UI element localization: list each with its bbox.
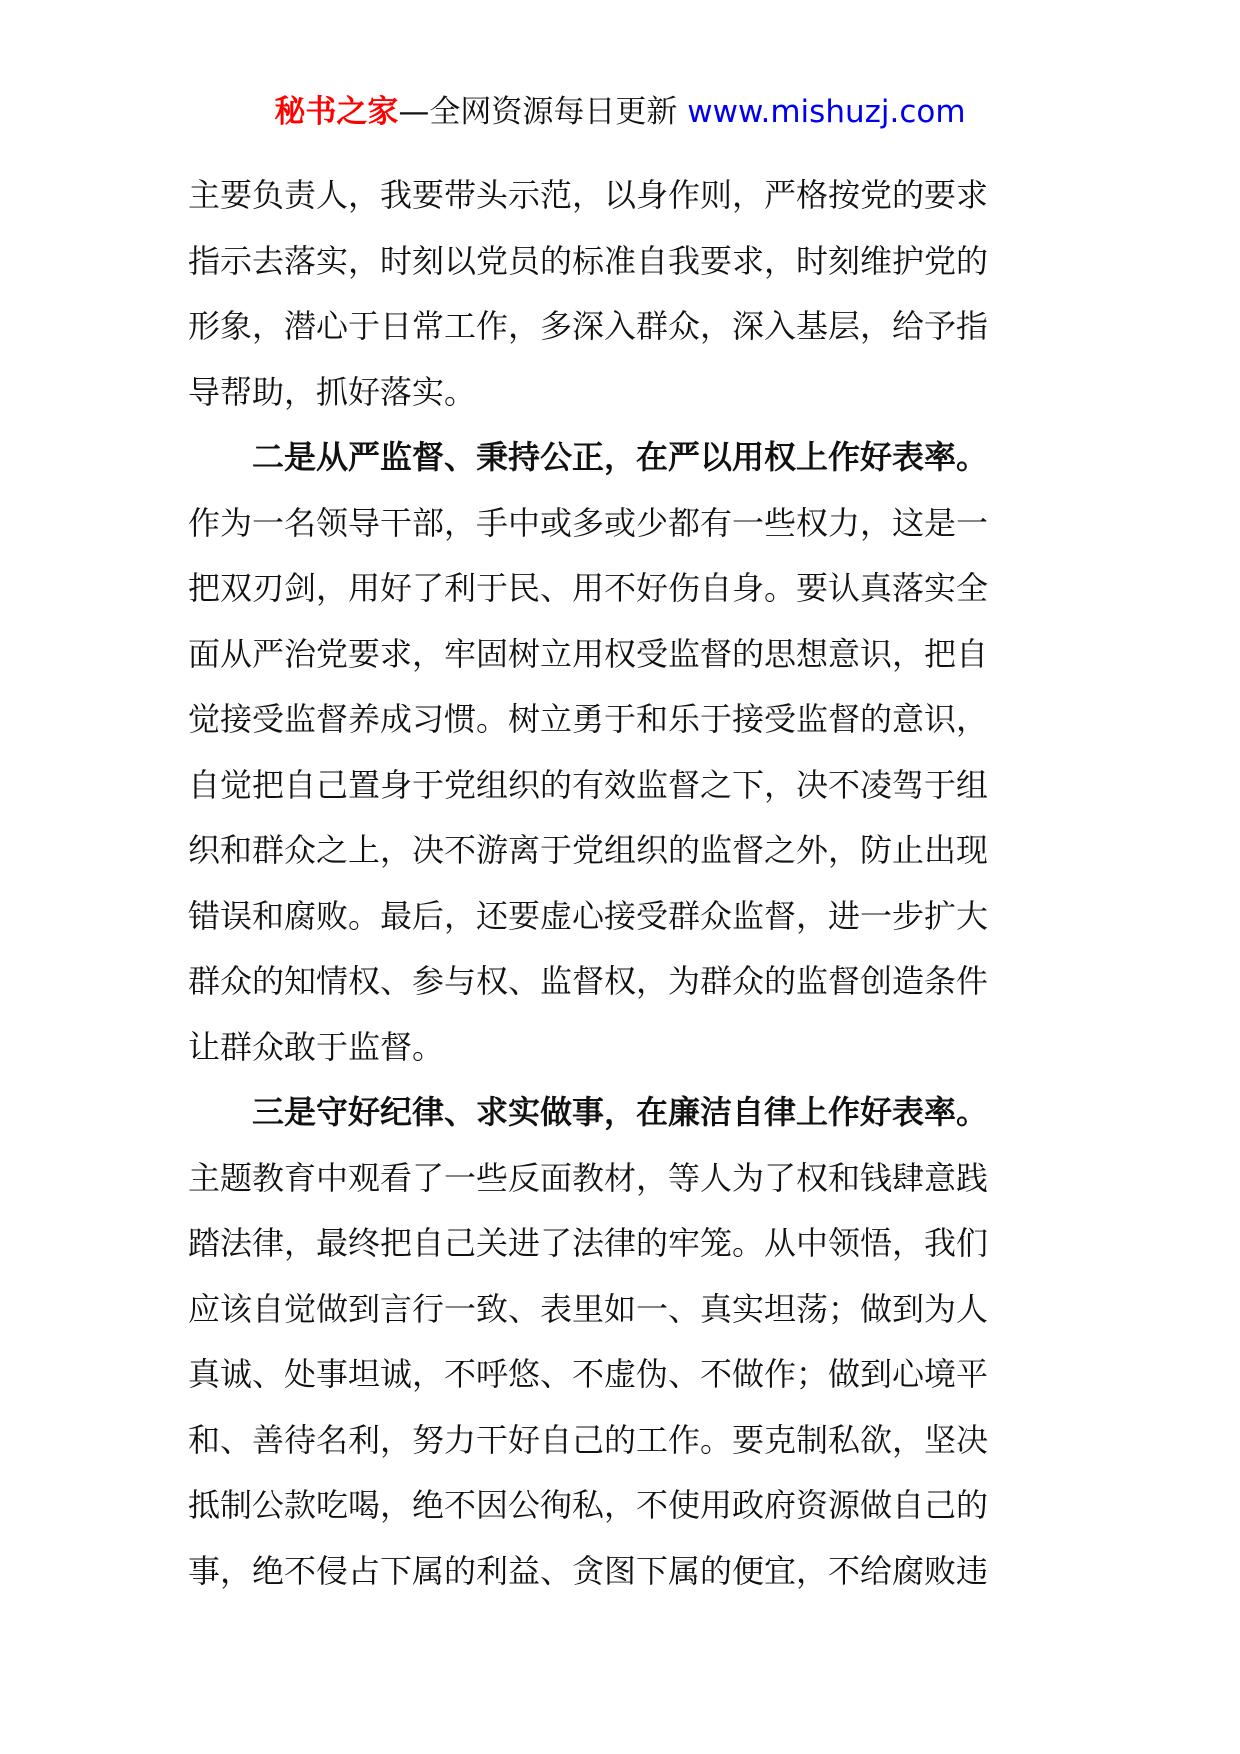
- page-header: [0, 92, 1240, 132]
- text-line: 觉接受监督养成习惯。树立勇于和乐于接受监督的意识，: [188, 700, 989, 738]
- text-line: 踏法律，最终把自己关进了法律的牢笼。从中领悟，我们: [188, 1224, 989, 1262]
- text-line: 错误和腐败。最后，还要虚心接受群众监督，进一步扩大: [188, 896, 989, 935]
- text-line: 面从严治党要求，牢固树立用权受监督的思想意识，把自: [188, 634, 989, 673]
- text-line: 群众的知情权、参与权、监督权，为群众的监督创造条件: [188, 962, 989, 1000]
- text-line: 织和群众之上，决不游离于党组织的监督之外，防止出现: [188, 831, 989, 869]
- text-line: 主要负责人，我要带头示范，以身作则，严格按党的要求: [188, 176, 989, 214]
- header-tagline: —全网资源每日更新: [398, 94, 688, 130]
- text-line: 主题教育中观看了一些反面教材，等人为了权和钱肆意践: [188, 1158, 989, 1197]
- text-line: 抵制公款吃喝，绝不因公徇私，不使用政府资源做自己的: [188, 1486, 989, 1524]
- text-line: 事，绝不侵占下属的利益、贪图下属的便宜，不给腐败违: [188, 1551, 989, 1590]
- text-line: 把双刃剑，用好了利于民、用不好伤自身。要认真落实全: [188, 569, 989, 607]
- text-line: 形象，潜心于日常工作，多深入群众，深入基层，给予指: [188, 307, 989, 345]
- text-line: 作为一名领导干部，手中或多或少都有一些权力，这是一: [188, 503, 989, 542]
- text-line: 应该自觉做到言行一致、表里如一、真实坦荡；做到为人: [188, 1289, 989, 1328]
- section-heading-2: 二是从严监督、秉持公正，在严以用权上作好表率。: [252, 438, 989, 476]
- section-heading-3: 三是守好纪律、求实做事，在廉洁自律上作好表率。: [252, 1093, 989, 1131]
- text-line: 指示去落实，时刻以党员的标准自我要求，时刻维护党的: [188, 241, 989, 280]
- text-line: 让群众敢于监督。: [188, 1027, 445, 1066]
- document-body: [188, 163, 1058, 1604]
- text-line: 自觉把自己置身于党组织的有效监督之下，决不凌驾于组: [188, 765, 989, 804]
- brand-name: 秘书之家: [274, 94, 399, 130]
- text-line: 导帮助，抓好落实。: [188, 372, 477, 411]
- website-link[interactable]: www.mishuzj.com: [687, 94, 966, 130]
- text-line: 和、善待名利，努力干好自己的工作。要克制私欲，坚决: [188, 1420, 989, 1459]
- text-line: 真诚、处事坦诚，不呼悠、不虚伪、不做作；做到心境平: [188, 1355, 989, 1393]
